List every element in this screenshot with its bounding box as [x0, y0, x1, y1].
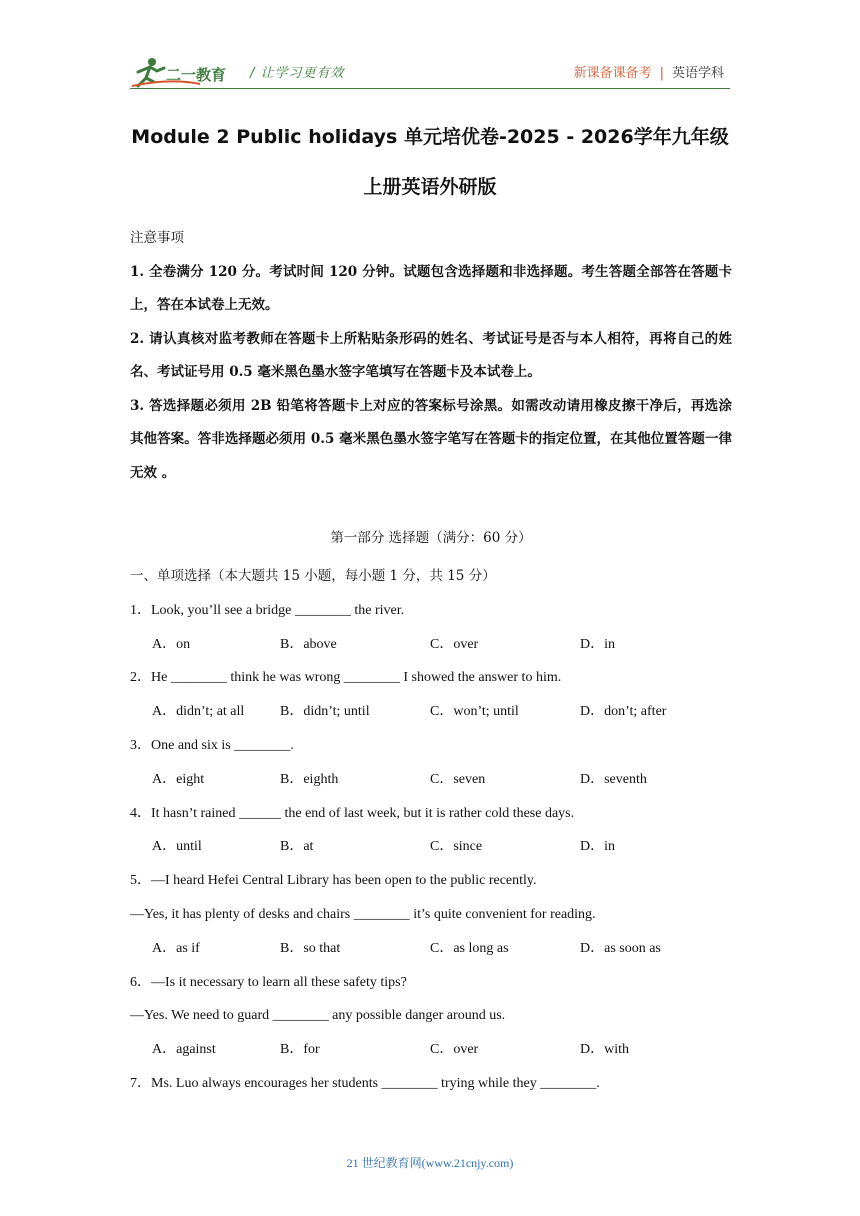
option-a: A．as if: [152, 940, 200, 956]
header-separator: |: [659, 66, 664, 81]
option-b: B．for: [280, 1042, 320, 1058]
header-course-label: 新课备课备考: [573, 66, 652, 81]
document-body: [130, 222, 732, 1091]
option-b: B．at: [280, 839, 314, 855]
question-options: [130, 628, 770, 662]
notes-heading: 注意事项: [130, 230, 184, 246]
page-header: [0, 0, 860, 100]
option-a: A．against: [152, 1042, 216, 1058]
question-stem: 3．One and six is ________.: [130, 737, 294, 753]
question-stem-reply: —Yes, it has plenty of desks and chairs ________ it’s quite convenient for reading.: [130, 906, 596, 922]
title-line-2: 上册英语外研版: [363, 176, 497, 198]
part-heading: 一、单项选择（本大题共 15 小题，每小题 1 分，共 15 分）: [130, 568, 496, 584]
note-item-2: 2. 请认真核对监考教师在答题卡上所粘贴条形码的姓名、考试证号是否与本人相符，再将自己的姓名、考试证号用 0.5 毫米黑色墨水签字笔填写在答题卡及本试卷上。: [130, 330, 732, 380]
logo: [130, 56, 240, 90]
question-stem-reply: —Yes. We need to guard ________ any possible danger around us.: [130, 1008, 506, 1024]
option-b: B．didn’t; until: [280, 704, 370, 720]
option-c: C．since: [430, 839, 483, 855]
question-stem: 7．Ms. Luo always encourages her students ________ trying while they ________.: [130, 1075, 600, 1091]
page-footer[interactable]: 21 世纪教育网(www.21cnjy.com): [346, 1156, 514, 1170]
option-c: C．over: [430, 1042, 479, 1058]
question-options: [130, 1033, 770, 1067]
option-d: D．with: [580, 1042, 629, 1058]
note-item-1: 1. 全卷满分 120 分。考试时间 120 分钟。试题包含选择题和非选择题。考生答题全部答在答题卡上，答在本试卷上无效。: [130, 263, 732, 313]
question-stem: 4．It hasn’t rained ______ the end of last week, but it is rather cold these days.: [130, 805, 575, 821]
option-b: B．eighth: [280, 771, 339, 787]
option-c: C．won’t; until: [430, 704, 519, 720]
runner-logo-icon: [130, 56, 240, 90]
option-d: D．in: [580, 839, 615, 855]
question-stem: 1．Look, you’ll see a bridge ________ the river.: [130, 602, 405, 618]
question-options: [130, 932, 770, 966]
header-divider: [130, 88, 730, 89]
option-a: A．eight: [152, 771, 205, 787]
header-subject-label: 英语学科: [671, 66, 724, 81]
page-title: [100, 112, 760, 212]
notes-section: [130, 222, 732, 490]
slogan: / 让学习更有效: [250, 66, 345, 81]
option-a: A．until: [152, 839, 202, 855]
logo-text: 二一教育: [166, 66, 227, 84]
option-d: D．as soon as: [580, 940, 661, 956]
option-c: C．seven: [430, 771, 486, 787]
option-d: D．seventh: [580, 771, 647, 787]
question-stem: 6．—Is it necessary to learn all these safety tips?: [130, 974, 407, 990]
note-item-3: 3. 答选择题必须用 2B 铅笔将答题卡上对应的答案标号涂黑。如需改动请用橡皮擦干净后，再选涂其他答案。答非选择题必须用 0.5 毫米黑色墨水签字笔写在答题卡的指定位置，在其他位置答题一律无效 。: [130, 397, 732, 481]
option-a: A．didn’t; at all: [152, 704, 245, 720]
question-stem: 2．He ________ think he was wrong ________ I showed the answer to him.: [130, 670, 562, 686]
section-title: 第一部分 选择题（满分：60 分）: [330, 530, 532, 546]
questions-area: [130, 560, 770, 1101]
option-b: B．so that: [280, 940, 341, 956]
option-a: A．on: [152, 636, 191, 652]
question-stem: 5．—I heard Hefei Central Library has been open to the public recently.: [130, 873, 537, 889]
header-subject: [574, 62, 724, 81]
option-c: C．as long as: [430, 940, 509, 956]
question-options: [130, 830, 770, 864]
option-b: B．above: [280, 636, 337, 652]
option-d: D．in: [580, 636, 615, 652]
option-c: C．over: [430, 636, 479, 652]
title-line-1: Module 2 Public holidays 单元培优卷-2025 - 2026学年九年级: [131, 126, 729, 148]
option-d: D．don’t; after: [580, 704, 667, 720]
question-options: [130, 763, 770, 797]
question-options: [130, 695, 770, 729]
